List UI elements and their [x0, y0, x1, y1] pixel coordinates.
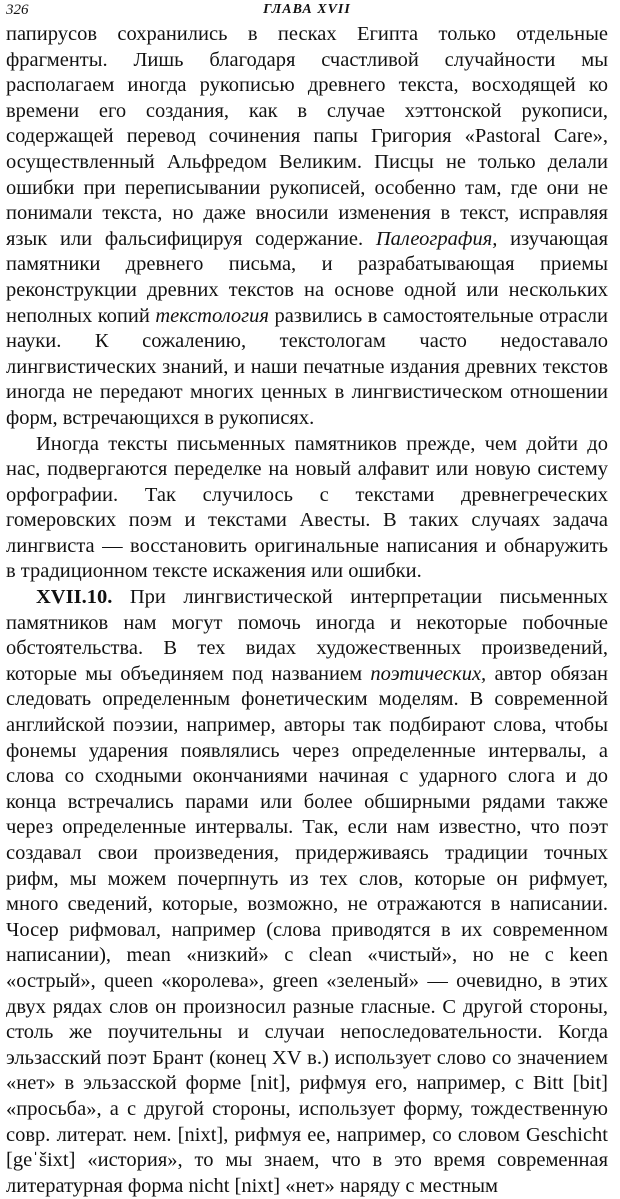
- page-number: 326: [6, 2, 29, 18]
- term-poetic: поэтических,: [370, 662, 487, 685]
- running-title: ГЛАВА XVII: [263, 2, 351, 17]
- paragraph-text: Иногда тексты письменных памятников прежде, чем дойти до нас, подвергаются переделке на новый алфавит или новую систему орфографии. Так случилось с текстами древнегреческих гомеровских поэм и текстами Авесты. В таких случаях задача лингвиста — восстановить оригинальные написания и обнаружить в традиционном тексте искажения или ошибки.: [6, 432, 608, 583]
- paragraph-text: изучающая памятники древнего письма, и разрабатывающая приемы реконструкции древних текстов на основе одной или нескольких неполных копий: [6, 227, 608, 327]
- term-paleography: Палеография,: [375, 227, 498, 250]
- section-number: XVII.10.: [36, 586, 113, 609]
- paragraph-paleography: [6, 22, 608, 432]
- page-header: [6, 0, 608, 22]
- paragraph-text: При лингвистической интерпретации письменных памятников нам могут помочь иногда и некоторые побочные обстоятельства. В тех видах художественных произведений, которые мы объединяем под названием: [6, 586, 608, 685]
- term-textology: текстология: [155, 304, 269, 327]
- paragraph-section-17-10: [6, 585, 608, 1199]
- paragraph-text: автор обязан следовать определенным фонетическим моделям. В современной английской поэзии, например, авторы так подбирают слова, чтобы фонемы ударения появлялись через определенные интервалы, а слова со сходными окончаниями начиная с ударного слога и до конца встречались парами или более обширными рядами также через определенные интервалы. Так, если нам известно, что поэт создавал свои произведения, придерживаясь традиции точных рифм, мы можем почерпнуть из тех слов, которые он рифмует, много сведений, которые, возможно, не отражаются в написании. Чосер рифмовал, например (слова приводятся в их современном написании), mean «низкий» с clean «чистый», но не с keen «острый», queen «королева», green «зеленый» — очевидно, в этих двух рядах слов он произносил разные гласные. С другой стороны, столь же поучительны и случаи непоследовательности. Когда эльзасский поэт Брант (конец XV в.) использует слово со значением «нет» в эльзасской форме [nit], рифмуя его, например, с Bitt [bit] «просьба», а с другой стороны, использует форму, тождественную совр. литерат. нем. [nixt], рифмуя ее, например, со словом Geschicht [geˈšixt] «история», то мы знаем, что в это время современная литературная форма nicht [nixt] «нет» наряду с местным: [6, 662, 608, 1197]
- paragraph-text: развились в самостоятельные отрасли науки. К сожалению, текстологам часто недоставало лингвистических знаний, и наши печатные издания древних текстов иногда не передают многих ценных в лингвистическом отношении форм, встречающихся в рукописях.: [6, 304, 608, 429]
- paragraph-alphabet-change: [6, 432, 608, 586]
- paragraph-text: папирусов сохранились в песках Египта только отдельные фрагменты. Лишь благодаря счастливой случайности мы располагаем иногда рукописью древнего текста, восходящей ко времени его создания, как в случае хэттонской рукописи, содержащей перевод сочинения папы Григория «Pastoral Care», осуществленный Альфредом Великим. Писцы не только делали ошибки при переписывании рукописей, особенно там, где они не понимали текста, но даже вносили изменения в текст, исправляя язык или фальсифицируя содержание.: [6, 23, 608, 250]
